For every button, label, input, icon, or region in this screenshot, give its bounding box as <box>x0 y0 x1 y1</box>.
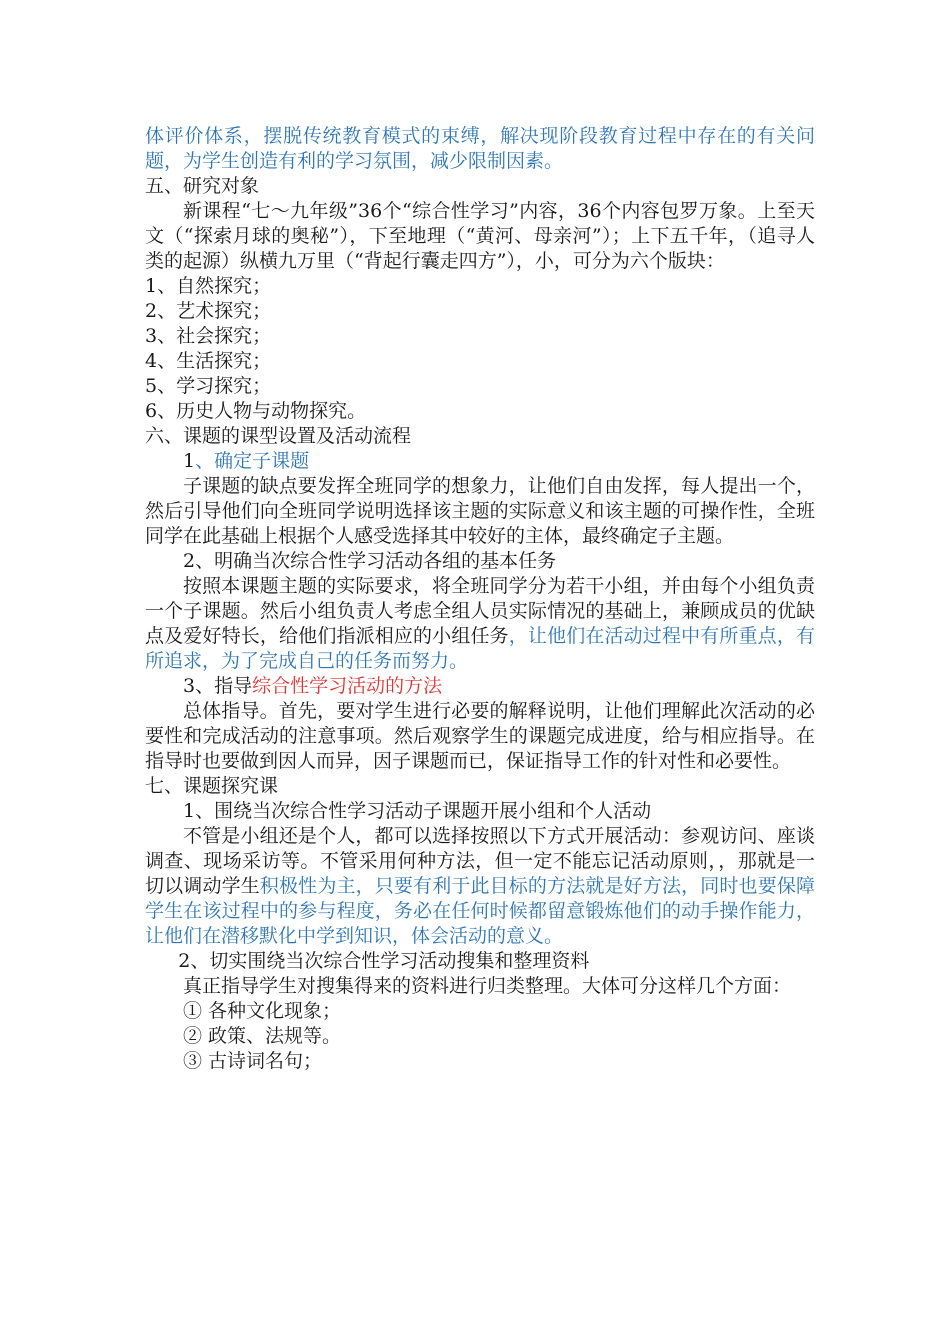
paragraph-activity-methods <box>145 824 815 949</box>
subheading-title: 、确定子课题 <box>195 450 310 472</box>
list-item-6: 6、历史人物与动物探究。 <box>145 400 367 422</box>
list-item-4: 4、生活探究； <box>145 350 272 372</box>
subheading-number: 1 <box>183 450 196 472</box>
list-item-culture: ① 各种文化现象； <box>183 1000 342 1022</box>
subheading-group-activities: 1、围绕当次综合性学习活动子课题开展小组和个人活动 <box>183 800 652 822</box>
list-item-2: 2、艺术探究； <box>145 300 272 322</box>
subheading-prefix: 3、指导 <box>183 675 253 697</box>
paragraph-text: 不管是小组还是个人，都可以选择按照以下方式开展活动：参观访问、座谈调查、现场采访等。不管采用何种方法，但一定不能忘记活动原则，，那就是一切以调动学生 <box>145 825 815 897</box>
paragraph-curriculum: 新课程“七～九年级”36个“综合性学习”内容，36个内容包罗万象。上至天文（“探索月球的奥秘”），下至地理（“黄河、母亲河”）；上下五千年，（追寻人类的起源）纵横九万里（“背起行囊走四方”），小，可分为六个版块： <box>145 200 815 272</box>
blue-text: ，让他们在活动过程中有所重点，有所追求，为了完成自己的任务而努力。 <box>145 625 815 672</box>
paragraph-organize-materials: 真正指导学生对搜集得来的资料进行归类整理。大体可分这样几个方面： <box>183 975 792 997</box>
list-item-3: 3、社会探究； <box>145 325 272 347</box>
subheading-guidance <box>145 674 815 699</box>
heading-exploration-class: 七、课题探究课 <box>145 775 279 797</box>
paragraph-group-tasks <box>145 574 815 674</box>
paragraph-subtopic: 子课题的缺点要发挥全班同学的想象力，让他们自由发挥，每人提出一个，然后引导他们向全班同学说明选择该主题的实际意义和该主题的可操作性，全班同学在此基础上根据个人感受选择其中较好的主体，最终确定子主题。 <box>145 475 815 547</box>
paragraph-evaluation <box>145 124 815 174</box>
list-item-policy: ② 政策、法规等。 <box>183 1025 342 1047</box>
paragraph-overall-guidance: 总体指导。首先，要对学生进行必要的解释说明，让他们理解此次活动的必要性和完成活动的注意事项。然后观察学生的课题完成进度，给与相应指导。在指导时也要做到因人而异，因子课题而已，保证指导工作的针对性和必要性。 <box>145 700 815 772</box>
blue-text: 体评价体系，摆脱传统教育模式的束缚，解决现阶段教育过程中存在的有关问题，为学生创造有利的学习氛围，减少限制因素。 <box>145 125 815 172</box>
document-page <box>145 124 815 1074</box>
paragraph-text: 按照本课题主题的实际要求，将全班同学分为若干小组，并由每个小组负责一个子课题。然后小组负责人考虑全组人员实际情况的基础上，兼顾成员的优缺点及爱好特长，给他们指派相应的小组任务 <box>145 575 815 647</box>
list-item-poetry: ③ 古诗词名句； <box>183 1050 323 1072</box>
heading-research-object: 五、研究对象 <box>145 175 260 197</box>
subheading-collect-materials: 2、切实围绕当次综合性学习活动搜集和整理资料 <box>178 950 590 972</box>
red-text: 综合性学习活动的方法 <box>252 675 443 697</box>
heading-course-setup: 六、课题的课型设置及活动流程 <box>145 425 412 447</box>
list-item-1: 1、自然探究； <box>145 275 272 297</box>
list-item-5: 5、学习探究； <box>145 375 272 397</box>
subheading-determine-subtopic <box>145 449 815 474</box>
subheading-basic-tasks: 2、明确当次综合性学习活动各组的基本任务 <box>183 550 557 572</box>
blue-text: 积极性为主，只要有利于此目标的方法就是好方法，同时也要保障学生在该过程中的参与程度，务必在任何时候都留意锻炼他们的动手操作能力，让他们在潜移默化中学到知识，体会活动的意义。 <box>145 875 815 947</box>
